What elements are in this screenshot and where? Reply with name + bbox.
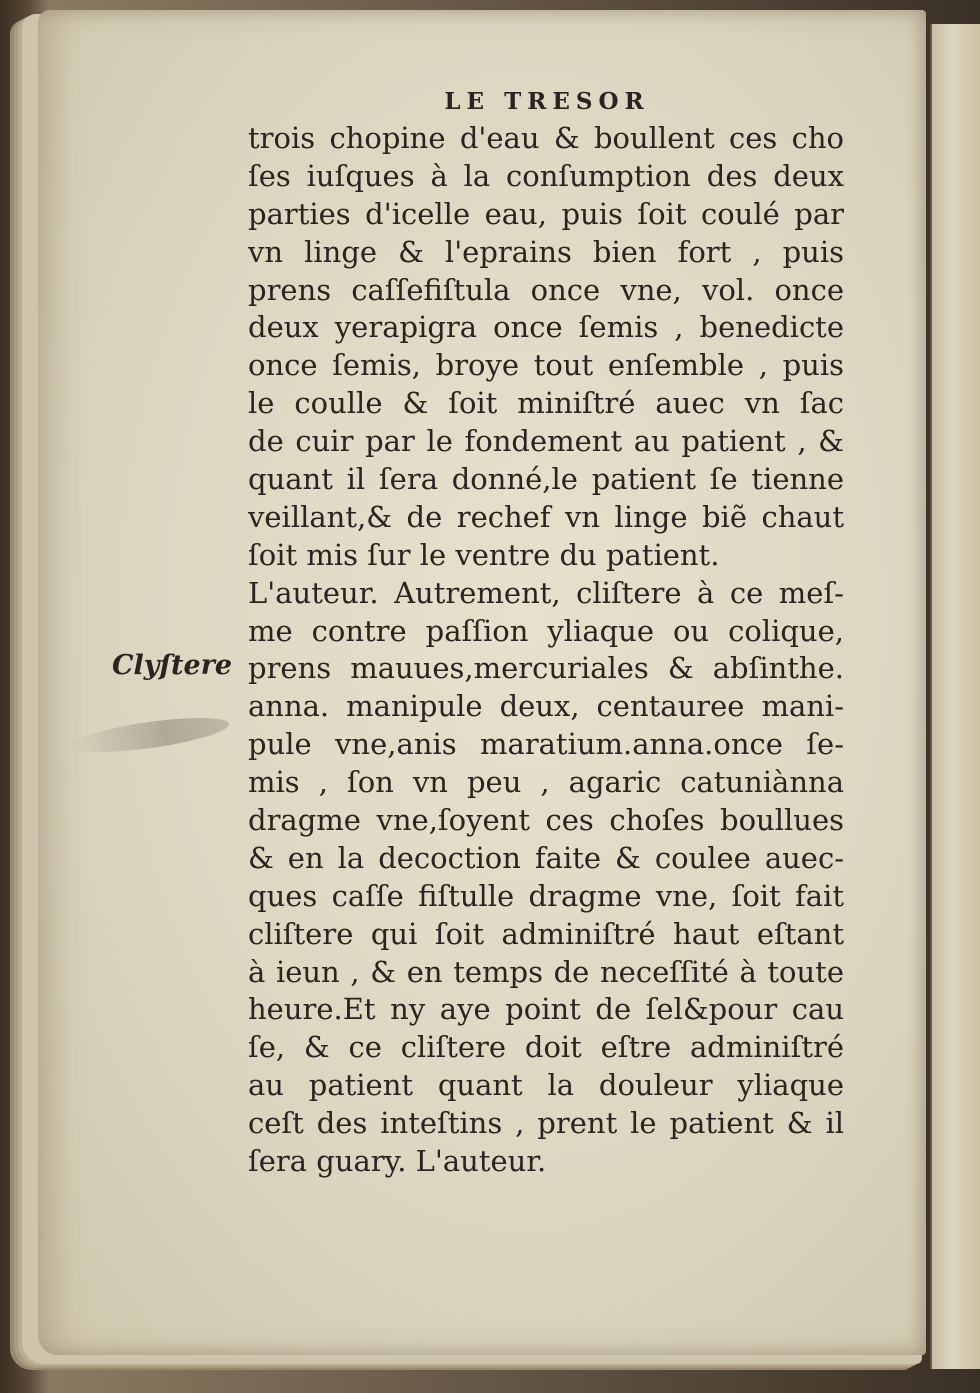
text-line: le coulle & ſoit miniſtré auec vn ſac [248,386,844,421]
text-line: pule vne,anis maratium.anna.once ſe- [248,727,844,762]
text-line: au patient quant la douleur yliaque [248,1068,844,1103]
text-line: parties d'icelle eau, puis ſoit coulé par [248,196,844,231]
text-line: prens caſſefiſtula once vne, vol. once [248,272,844,307]
text-line: prens mauues,mercuriales & abſinthe. [248,651,844,686]
text-line: dragme vne,ſoyent ces choſes boullues [248,803,844,838]
margin-note: Clyſtere [112,650,233,681]
text-line: cliſtere qui ſoit adminiſtré haut eſtant [248,916,844,951]
running-header: LE TRESOR [444,88,650,115]
text-line: L'auteur. Autrement, cliſtere à ce meſ- [248,575,844,610]
text-line: once ſemis, broye tout enſemble , puis [248,348,844,383]
text-line: veillant,& de rechef vn linge biẽ chaut [248,499,844,534]
text-line: quant il ſera donné,le patient ſe tienne [248,462,844,497]
text-line: ſes iuſques à la conſumption des deux [248,158,844,193]
text-line: ques caſſe fiſtulle dragme vne, ſoit fait [248,878,844,913]
text-line: anna. manipule deux, centauree mani- [248,689,844,724]
text-line: me contre paſſion yliaque ou colique, [248,613,844,648]
text-line: heure.Et ny aye point de ſel&pour cau [248,992,844,1027]
text-line: & en la decoction faite & coulee auec- [248,840,844,875]
text-line: ſera guary. L'auteur. [248,1144,547,1179]
text-line: trois chopine d'eau & boullent ces cho [248,121,844,155]
facing-page-edge [930,24,980,1369]
text-line: deux yerapigra once ſemis , benedicte [248,310,844,345]
text-line: ſe, & ce cliſtere doit eſtre adminiſtré [248,1030,844,1065]
text-line: mis , ſon vn peu , agaric catuniànna [248,765,844,800]
text-line: à ieun , & en temps de neceſſité à toute [248,954,844,989]
text-line: de cuir par le fondement au patient , & [248,424,844,459]
text-line: ſoit mis ſur le ventre du patient. [248,537,720,572]
text-line: ceſt des inteſtins , prent le patient & il [248,1106,844,1141]
text-line: vn linge & l'eprains bien fort , puis [248,234,844,269]
body-text [248,120,844,1181]
